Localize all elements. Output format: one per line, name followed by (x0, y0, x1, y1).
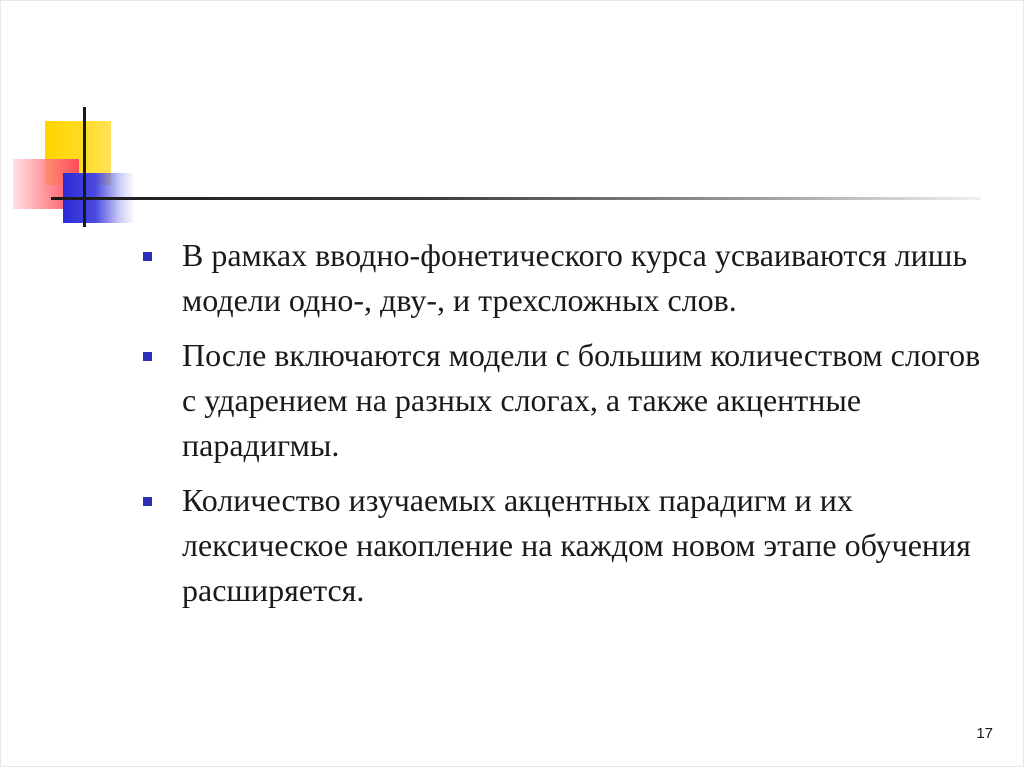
square-bullet-icon (143, 252, 152, 261)
bullet-text: Количество изучаемых акцентных парадигм и их лексическое накопление на каждом новом этапе обучения расширяется. (182, 482, 971, 608)
page-number: 17 (976, 725, 993, 742)
list-item (141, 233, 1001, 323)
list-item (141, 478, 1001, 613)
square-bullet-icon (143, 352, 152, 361)
list-item (141, 333, 1001, 468)
bullet-text: После включаются модели с большим количеством слогов с ударением на разных слогах, а также акцентные парадигмы. (182, 337, 981, 463)
title-divider-line (51, 197, 981, 200)
decorative-vertical-line (83, 107, 86, 227)
bullet-text: В рамках вводно-фонетического курса усваиваются лишь модели одно-, дву-, и трехсложных слов. (182, 237, 968, 318)
bullet-list (141, 233, 1001, 623)
square-bullet-icon (143, 497, 152, 506)
